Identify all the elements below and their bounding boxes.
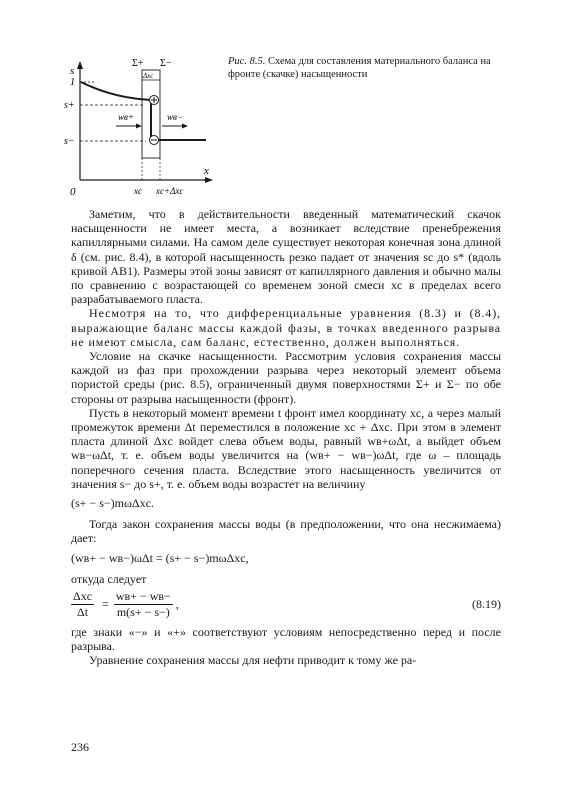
figure-caption — [228, 56, 500, 81]
formula-2: (wв+ − wв−)ωΔt = (s+ − s−)mωΔxc, — [71, 550, 249, 565]
inflow-arrow-head — [136, 124, 142, 129]
y-tick-s-plus: s+ — [64, 100, 75, 111]
fraction-left — [71, 590, 94, 619]
equation-number: (8.19) — [472, 597, 501, 612]
paragraph-1: Заметим, что в действительности введенный математический скачок насыщенности не имеет места, а возникает вследствие пренебрежения капиллярными силами. На самом деле существует некоторая конечная зона длиной δ (см. рис. 8.4), в которой насыщенность резко падает от значения sc до s* (вдоль кривой AB1). Размеры этой зоны зависят от капиллярного давления и обычно малы по сравнению с возрастающей со временем зоной смеси xc в пределах всего разрабатываемого пласта. — [71, 207, 501, 307]
fraction-left-numerator: Δxc — [73, 589, 93, 604]
page-number: 236 — [71, 740, 89, 754]
delta-x-label: Δxc — [143, 72, 154, 80]
y-axis-arrow — [77, 61, 83, 69]
fraction-right — [114, 590, 173, 619]
fraction-left-denominator: Δt — [76, 605, 89, 620]
formula-1: (s+ − s−)mωΔxc. — [71, 496, 154, 511]
body-text — [71, 207, 501, 668]
paragraph-7: где знаки «−» и «+» соответствуют условиям непосредственно перед и после разрыва. — [71, 625, 501, 654]
fraction-right-numerator: wв+ − wв− — [115, 589, 171, 604]
saturation-front-diagram — [58, 52, 218, 200]
fraction-right-denominator: m(s+ − s−) — [116, 605, 170, 620]
sigma-plus-label: Σ+ — [132, 58, 144, 69]
equation-comma: , — [175, 597, 179, 612]
paragraph-4: Пусть в некоторый момент времени t фронт имел координату xc, а через малый промежуток времени Δt переместился в положение xc + Δxc. При этом в элемент пласта длиной Δxc войдет слева объем воды, равный wв+ωΔt, а выйдет объем wв−ωΔt, т. е. объем воды увеличится на (wв+ − wв−)ωΔt, где ω – площадь поперечного сечения пласта. Вследствие этого насыщенность увеличится от значения s− до s+, т. е. объем воды возрастет на величину — [71, 405, 501, 491]
paragraph-3: Условие на скачке насыщенности. Рассмотрим условия сохранения массы каждой из фаз при прохождении разрыва через некоторый элемент объема пористой среды (рис. 8.5), ограниченный двумя поверхностями Σ+ и Σ− по обе стороны от разрыва насыщенности (фронт). — [71, 349, 501, 406]
xc-plus-label: xc+Δxc — [156, 186, 184, 196]
caption-number: Рис. 8.5. — [228, 56, 266, 67]
y-axis-label: s — [70, 65, 75, 77]
y-tick-1: 1 — [70, 77, 75, 88]
equals-sign: = — [102, 597, 109, 612]
paragraph-8: Уравнение сохранения массы для нефти приводит к тому же ра- — [89, 653, 417, 668]
y-tick-s-minus: s− — [64, 136, 75, 147]
origin-label: 0 — [70, 186, 76, 198]
x-axis-label: x — [204, 165, 209, 177]
caption-text: Схема для составления материального баланса на фронте (скачке) насыщенности — [228, 56, 491, 80]
paragraph-5: Тогда закон сохранения массы воды (в предположении, что она несжимаема) дает: — [71, 517, 501, 546]
figure-8-5 — [58, 52, 218, 200]
xc-label: xc — [134, 186, 142, 196]
paragraph-6: откуда следует — [71, 571, 147, 586]
saturation-curve — [81, 82, 151, 100]
paragraph-2: Несмотря на то, что дифференциальные уравнения (8.3) и (8.4), выражающие баланс массы каждой фазы, в точках введенного разрыва не имеют смысла, сам баланс, естественно, должен выполняться. — [71, 306, 501, 349]
outflow-arrow-head — [182, 124, 188, 129]
x-axis-arrow — [205, 177, 213, 183]
equation-8-19 — [71, 590, 501, 619]
w-minus-label: wв− — [167, 112, 183, 122]
w-plus-label: wв+ — [118, 112, 134, 122]
sigma-minus-label: Σ− — [160, 58, 172, 69]
